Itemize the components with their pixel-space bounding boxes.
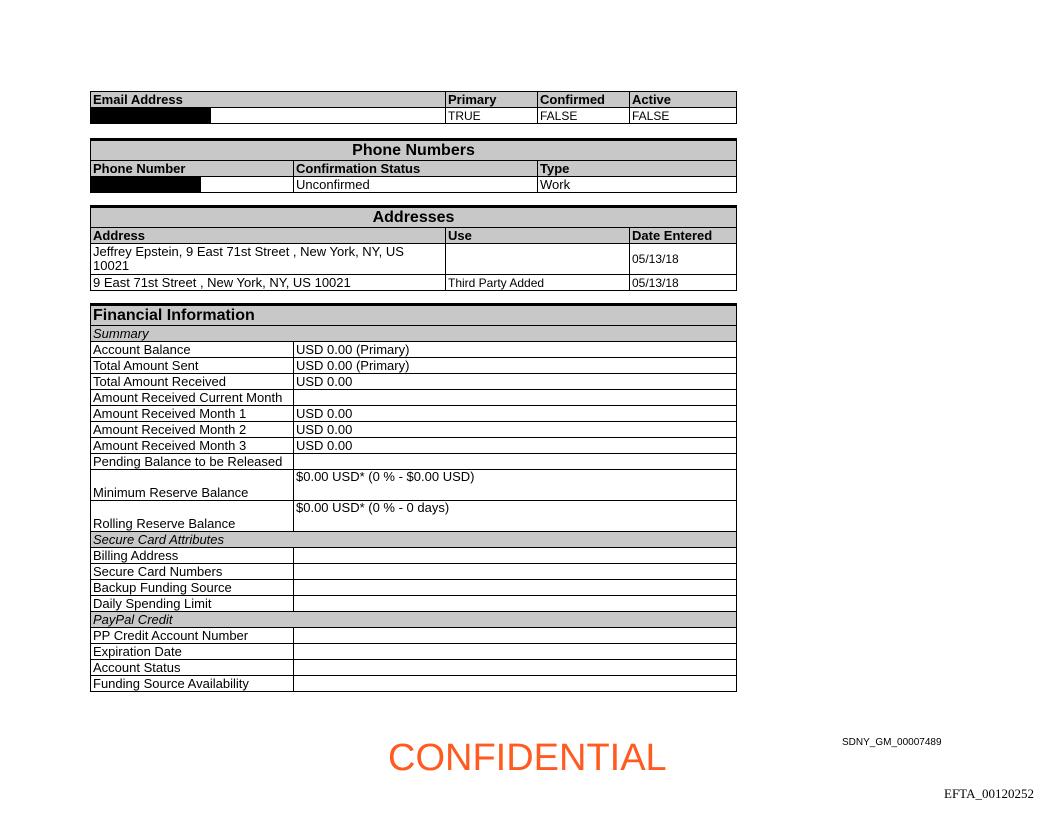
table-row [91,342,737,358]
row-label: Amount Received Current Month [91,390,294,406]
table-row [91,564,737,580]
table-row [91,644,737,660]
row-value [294,564,737,580]
table-row [91,438,737,454]
col-phone-number: Phone Number [91,161,294,177]
row-label: Rolling Reserve Balance [91,501,294,532]
row-value: USD 0.00 [294,374,737,390]
row-value: USD 0.00 [294,422,737,438]
confirmation-status-cell: Unconfirmed [294,177,538,193]
address-cell: Jeffrey Epstein, 9 East 71st Street , New York, NY, US 10021 [91,244,446,275]
confirmed-cell: FALSE [538,108,630,124]
financial-title-row [91,305,737,326]
table-row [91,596,737,612]
table-row [91,501,737,532]
row-label: Account Status [91,660,294,676]
row-value: USD 0.00 (Primary) [294,342,737,358]
table-row [91,275,737,291]
row-value [294,676,737,692]
row-label: Total Amount Received [91,374,294,390]
active-cell: FALSE [630,108,737,124]
section-row [91,532,737,548]
section-paypal-credit: PayPal Credit [91,612,737,628]
section-row [91,612,737,628]
row-label: Pending Balance to be Released [91,454,294,470]
table-row [91,454,737,470]
table-row [91,108,737,124]
phone-table-header [91,161,737,177]
table-row [91,374,737,390]
table-row [91,406,737,422]
row-value [294,596,737,612]
row-value [294,580,737,596]
row-label: Backup Funding Source [91,580,294,596]
financial-table [90,303,737,692]
table-row [91,628,737,644]
section-summary: Summary [91,326,737,342]
col-confirmation-status: Confirmation Status [294,161,538,177]
row-label: Expiration Date [91,644,294,660]
col-primary: Primary [446,92,538,108]
row-label: PP Credit Account Number [91,628,294,644]
col-address: Address [91,228,446,244]
address-table-title-row [91,207,737,228]
phone-table-title: Phone Numbers [91,140,737,161]
row-label: Billing Address [91,548,294,564]
confidential-stamp: CONFIDENTIAL [388,737,667,779]
col-active: Active [630,92,737,108]
primary-cell: TRUE [446,108,538,124]
table-row [91,422,737,438]
table-row [91,548,737,564]
col-date-entered: Date Entered [630,228,737,244]
row-value [294,628,737,644]
phone-table-title-row [91,140,737,161]
row-value [294,644,737,660]
row-label: Amount Received Month 3 [91,438,294,454]
row-value [294,548,737,564]
table-row [91,660,737,676]
row-label: Total Amount Sent [91,358,294,374]
table-row [91,244,737,275]
row-label: Account Balance [91,342,294,358]
address-table-header [91,228,737,244]
phone-table [90,138,737,193]
row-value: USD 0.00 [294,438,737,454]
row-value: $0.00 USD* (0 % - 0 days) [294,501,737,532]
row-value: $0.00 USD* (0 % - $0.00 USD) [294,470,737,501]
row-value: USD 0.00 [294,406,737,422]
col-type: Type [538,161,737,177]
row-value [294,390,737,406]
row-label: Funding Source Availability [91,676,294,692]
row-label: Amount Received Month 2 [91,422,294,438]
financial-title: Financial Information [91,305,737,326]
col-use: Use [446,228,630,244]
row-label: Minimum Reserve Balance [91,470,294,501]
address-cell: 9 East 71st Street , New York, NY, US 10021 [91,275,446,291]
redaction-box [91,177,201,192]
row-label: Amount Received Month 1 [91,406,294,422]
bates-number-efta: EFTA_00120252 [944,786,1034,801]
table-row [91,676,737,692]
email-table-header [91,92,737,108]
row-label: Secure Card Numbers [91,564,294,580]
table-row [91,580,737,596]
type-cell: Work [538,177,737,193]
table-row [91,390,737,406]
row-label: Daily Spending Limit [91,596,294,612]
phone-number-cell [91,177,294,193]
table-row [91,358,737,374]
bates-number-sdny: SDNY_GM_00007489 [842,737,942,748]
col-email-address: Email Address [91,92,446,108]
section-secure-card: Secure Card Attributes [91,532,737,548]
table-row [91,177,737,193]
address-table-title: Addresses [91,207,737,228]
use-cell: Third Party Added [446,275,630,291]
section-row [91,326,737,342]
table-row [91,470,737,501]
redaction-box [91,108,211,123]
row-value [294,454,737,470]
row-value [294,660,737,676]
date-cell: 05/13/18 [630,244,737,275]
email-table [90,91,737,124]
address-table [90,205,737,291]
row-value: USD 0.00 (Primary) [294,358,737,374]
col-confirmed: Confirmed [538,92,630,108]
use-cell [446,244,630,275]
email-cell [91,108,446,124]
date-cell: 05/13/18 [630,275,737,291]
